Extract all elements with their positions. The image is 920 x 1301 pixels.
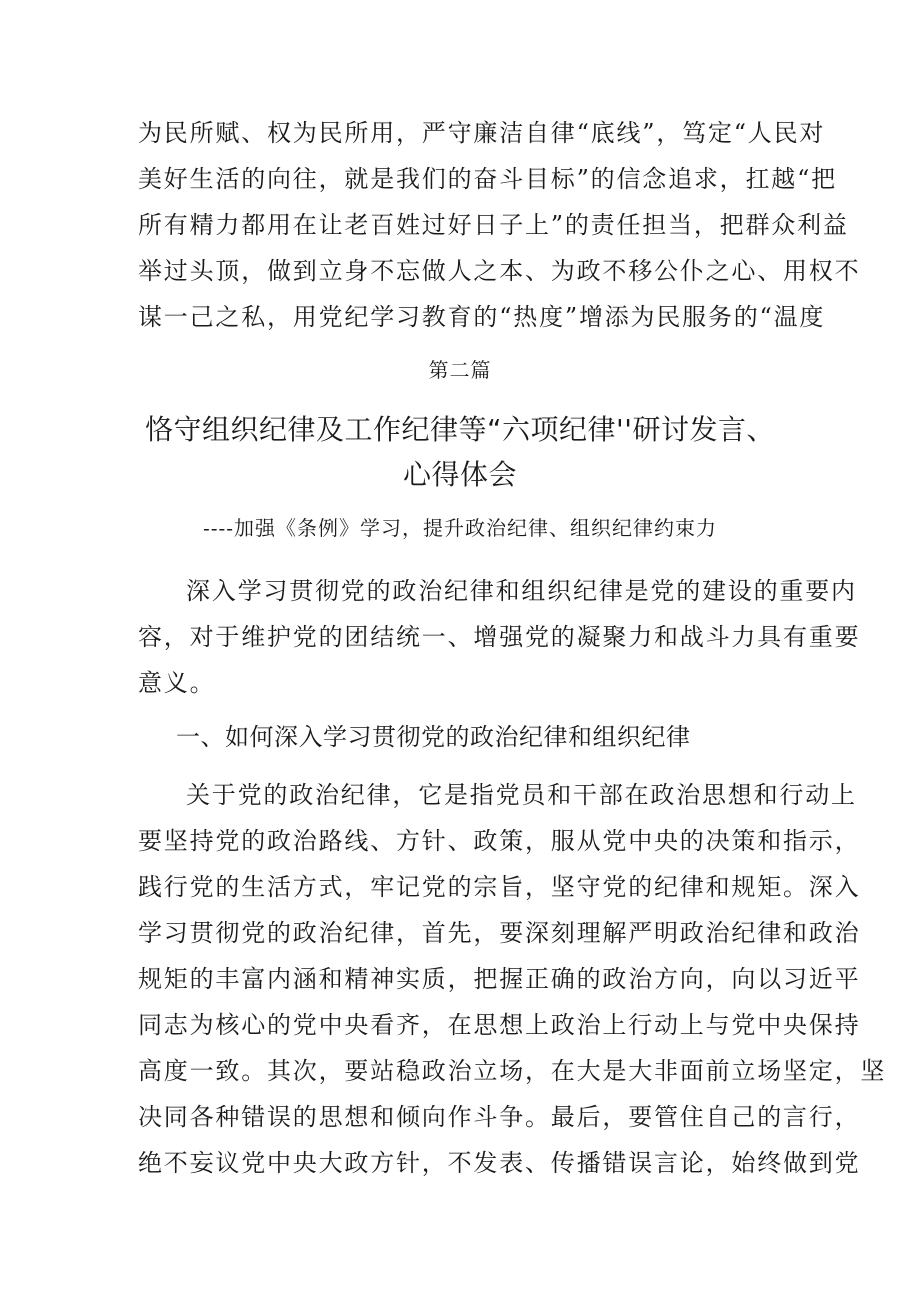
paragraph-line: 为民所赋、权为民所用，严守廉洁自律“底线”，笃定“人民对: [138, 119, 826, 147]
paragraph-line: 规矩的丰富内涵和精神实质，把握正确的政治方向，向以习近平: [138, 965, 861, 993]
paragraph-line: 举过头顶，做到立身不忘做人之本、为政不移公仆之心、用权不: [138, 257, 861, 285]
paragraph-line: 所有精力都用在让老百姓过好日子上”的责任担当，把群众利益: [138, 211, 849, 239]
paragraph-line: 同志为核心的党中央看齐，在思想上政治上行动上与党中央保持: [138, 1011, 861, 1039]
paragraph-line: 美好生活的向往，就是我们的奋斗目标”的信念追求，扛越“把: [138, 165, 837, 193]
paragraph-line: 高度一致。其次，要站稳政治立场，在大是大非面前立场坚定，坚: [138, 1057, 887, 1085]
paragraph-line: 决同各种错误的思想和倾向作斗争。最后，要管住自己的言行，: [138, 1103, 861, 1131]
paragraph-line: 要坚持党的政治路线、方针、政策，服从党中央的决策和指示，: [138, 827, 861, 855]
paragraph-line: 关于党的政治纪律，它是指党员和干部在政治思想和行动上: [186, 781, 857, 809]
paragraph-line: 谋一己之私，用党纪学习教育的“热度”增添为民服务的“温度: [138, 303, 826, 331]
paragraph-line: 深入学习贯彻党的政治纪律和组织纪律是党的建设的重要内: [186, 577, 857, 605]
document-title-line-2: 心得体会: [402, 458, 517, 491]
paragraph-line: 践行党的生活方式，牢记党的宗旨，坚守党的纪律和规矩。深入: [138, 873, 861, 901]
paragraph-line: 容，对于维护党的团结统一、增强党的凝聚力和战斗力具有重要: [138, 623, 861, 651]
document-title-line-1: 恪守组织纪律及工作纪律等“六项纪律''研讨发言、: [145, 413, 775, 446]
section-label: 第二篇: [428, 358, 492, 382]
paragraph-line: 绝不妄议党中央大政方针，不发表、传播错误言论，始终做到党: [138, 1149, 861, 1177]
paragraph-line: 学习贯彻党的政治纪律，首先，要深刻理解严明政治纪律和政治: [138, 919, 861, 947]
section-heading: 一、如何深入学习贯彻党的政治纪律和组织纪律: [176, 723, 691, 751]
document-subtitle: ----加强《条例》学习，提升政治纪律、组织纪律约束力: [202, 516, 718, 540]
paragraph-line: 意义。: [138, 669, 216, 697]
